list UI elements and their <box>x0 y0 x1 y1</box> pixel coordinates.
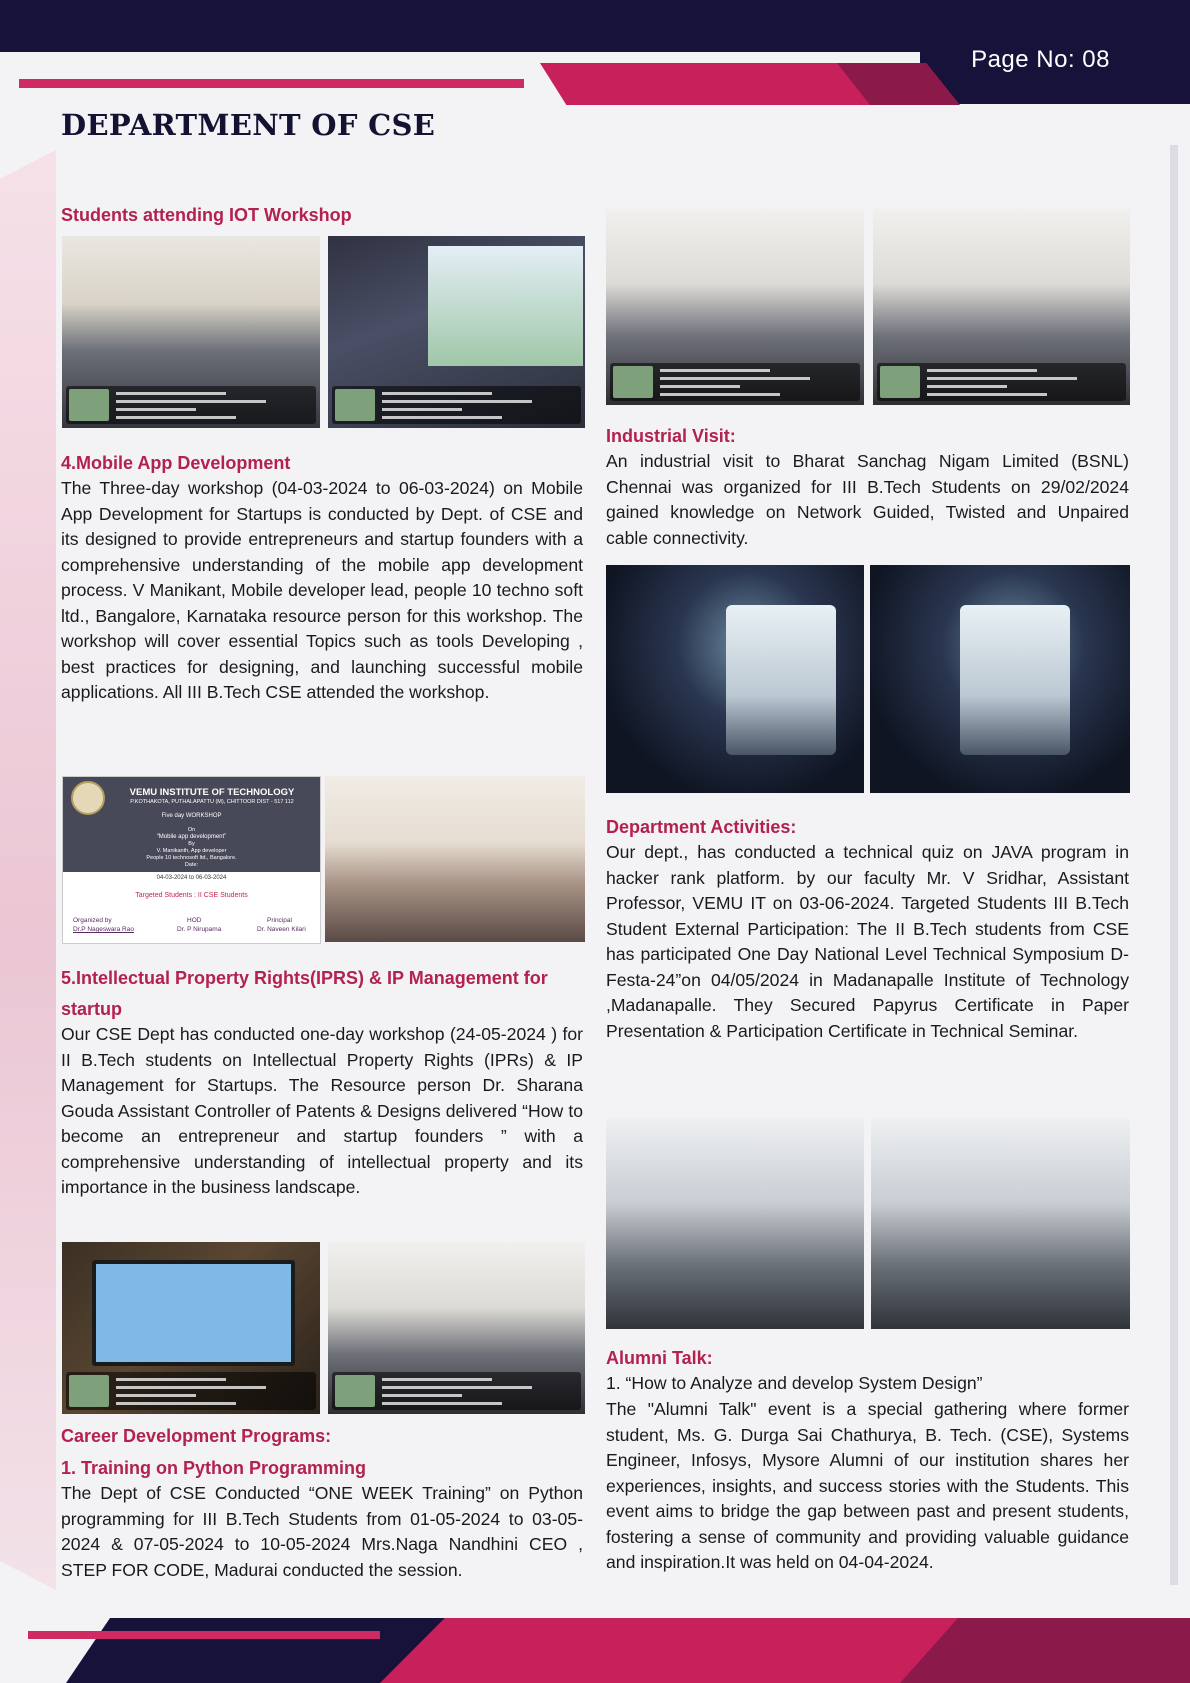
industrial-heading: Industrial Visit: <box>606 426 736 446</box>
right-decor-strip <box>1170 145 1178 1585</box>
iot-heading: Students attending IOT Workshop <box>61 205 352 225</box>
alumni-heading: Alumni Talk: <box>606 1348 713 1368</box>
python-paragraph: The Dept of CSE Conducted “ONE WEEK Training” on Python programming for III B.Tech Students from 01-05-2024 to 03-05-2024 & 07-05-2024 to 10-05-2024 Mrs.Naga Nandhini CEO , STEP FOR CODE, Madurai conducted the session. <box>61 1483 583 1580</box>
ipr-hall-photo <box>328 1242 585 1414</box>
slide-hod-name: Dr. P Nirupama <box>177 926 222 933</box>
gps-overlay <box>610 363 860 401</box>
institute-logo <box>71 781 105 815</box>
bsnl-photo-2 <box>870 565 1130 793</box>
lab-photo-1 <box>606 209 864 405</box>
footer-line <box>28 1631 380 1639</box>
ipr-paragraph: Our CSE Dept has conducted one-day workshop (24-05-2024 ) for II B.Tech students on Intellectual Property Rights (IPRs) & IP Management for Startups. The Resource person Dr. Sharana Gouda Assistant Controller of Patents & Designs delivered “How to become an entrepreneur and startup founders ” with a comprehensive understanding of intellectual property and its importance in the business landscape. <box>61 1024 583 1197</box>
slide-principal-label: Principal <box>267 917 292 924</box>
industrial-paragraph: An industrial visit to Bharat Sanchag Nigam Limited (BSNL) Chennai was organized for III B.Tech Students on 29/02/2024 gained knowledge on Network Guided, Twisted and Unpaired cable connectivity. <box>606 451 1129 548</box>
alumni-subheading: 1. “How to Analyze and develop System Design” <box>606 1373 983 1393</box>
slide-organized-name: Dr.P Nageswara Rao <box>73 926 134 933</box>
python-heading: 1. Training on Python Programming <box>61 1458 367 1478</box>
slide-speaker: V. Manikanth, App developer <box>156 848 227 854</box>
ipr-screen-photo <box>62 1242 320 1414</box>
slide-hod-label: HOD <box>187 917 202 924</box>
career-heading: Career Development Programs: <box>61 1426 332 1446</box>
quiz-photo-2 <box>871 1118 1130 1329</box>
slide-event: Five day WORKSHOP <box>161 813 222 819</box>
gps-overlay <box>332 386 581 424</box>
slide-topic: “Mobile app development” <box>156 834 227 840</box>
alumni-paragraph: The "Alumni Talk" event is a special gathering where former student, Ms. G. Durga Sai Chathurya, B. Tech. (CSE), Systems Engineer, Infosys, Mysore Alumni of our institution shares her experiences, insights, and success stories with the Students. This event aims to bridge the gap between past and present students, fostering a sense of community and providing valuable guidance and inspiration.It was held on 04-04-2024. <box>606 1399 1129 1572</box>
mobile-hall-photo <box>325 776 585 942</box>
slide-institute: VEMU INSTITUTE OF TECHNOLOGY <box>129 787 295 798</box>
slide-principal-name: Dr. Naveen Kilari <box>257 926 306 933</box>
bsnl-photo-1 <box>606 565 864 793</box>
iot-photo-2 <box>328 236 585 428</box>
quiz-photo-1 <box>606 1118 864 1329</box>
gps-overlay <box>332 1372 581 1410</box>
department-title: DEPARTMENT OF CSE <box>61 108 436 142</box>
mobile-workshop-slide <box>62 776 321 944</box>
slide-date-label: Date: <box>184 862 199 868</box>
mobile-paragraph: The Three-day workshop (04-03-2024 to 06-03-2024) on Mobile App Development for Startups is conducted by Dept. of CSE and its designed to provide entrepreneurs and startup founders with a comprehensive understanding of the mobile app development process. V Manikant, Mobile developer lead, people 10 techno soft ltd., Bangalore, Karnataka resource person for this workshop. The workshop will cover essential Topics such as tools Developing , best practices for designing, and launching successful mobile applications. All III B.Tech CSE attended the workshop. <box>61 478 583 702</box>
slide-on: On <box>187 827 196 833</box>
slide-dates: 04-03-2024 to 06-03-2024 <box>156 875 227 881</box>
slide-targeted: Targeted Students : II CSE Students <box>135 892 248 899</box>
lab-photo-2 <box>873 209 1130 405</box>
iot-photo-1 <box>62 236 320 428</box>
activities-heading: Department Activities: <box>606 817 797 837</box>
activities-paragraph: Our dept., has conducted a technical quiz on JAVA program in hacker rank platform. by our faculty Mr. V Sridhar, Assistant Professor, VEMU IT on 03-06-2024. Targeted Students III B.Tech Student External Participation: The II B.Tech students from CSE has participated One Day National Level Technical Symposium D-Festa-24”on 04/05/2024 in Madanapalle Institute of Technology ,Madanapalle. They Secured Papyrus Certificate in Paper Presentation & Participation Certificate in Technical Seminar. <box>606 842 1129 1041</box>
mobile-heading: 4.Mobile App Development <box>61 453 291 473</box>
gps-overlay <box>877 363 1126 401</box>
gps-overlay <box>66 386 316 424</box>
header-wedge <box>540 63 870 105</box>
slide-company: People 10 technosoft ltd., Bangalore. <box>146 855 237 861</box>
page-number: Page No: 08 <box>971 46 1110 73</box>
slide-by: By <box>188 841 195 847</box>
slide-organized-label: Organized by <box>73 917 112 924</box>
header-line <box>19 79 524 88</box>
slide-address: P.KOTHAKOTA, PUTHALAPATTU (M), CHITTOOR DIST - 517 112 <box>130 799 294 805</box>
ipr-heading-line1: 5.Intellectual Property Rights(IPRS) & IP Management for <box>61 968 548 988</box>
gps-overlay <box>66 1372 316 1410</box>
ipr-heading-line2: startup <box>61 999 123 1019</box>
left-decor-strip <box>0 150 56 1590</box>
